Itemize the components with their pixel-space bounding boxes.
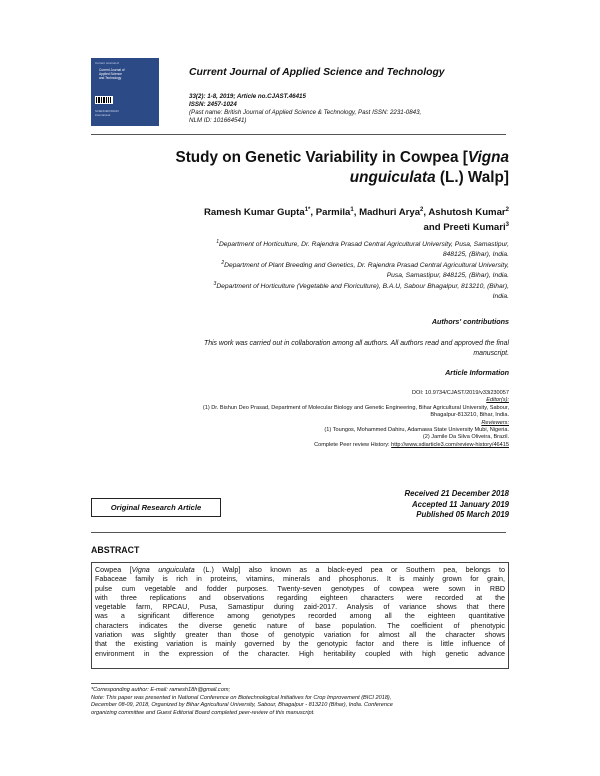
reviewers-label: Reviewers: — [481, 419, 509, 426]
affiliation-sup: 3 — [213, 281, 217, 287]
affiliation-line: Department of Horticulture, Dr. Rajendra Prasad Central Agricultural University, Pusa, Samastipur, — [218, 241, 509, 249]
author-sup: 1* — [304, 207, 311, 213]
cover-header-text: Current Journal of — [95, 61, 120, 65]
editors-label: Editor(s): — [486, 397, 509, 404]
cover-foot-line: international — [95, 112, 111, 117]
affiliation-3 — [214, 280, 509, 301]
history-label: Complete Peer review History: — [314, 441, 392, 448]
contributions-line: manuscript. — [473, 349, 509, 357]
abstract-line: environment in the expression of the character. High heritability coupled with high genetic advance — [95, 649, 505, 658]
volume-info: 33(2): 1-8, 2019; Article no.CJAST.46415 — [189, 93, 306, 100]
contributions-line: This work was carried out in collaboration among all authors. All authors read and approved the final — [203, 340, 509, 347]
author-conjunction: and — [423, 222, 444, 234]
published-date: Published 05 March 2019 — [416, 510, 509, 519]
corresponding-author: *Corresponding author: E-mail: ramesh18h@gmail.com; — [91, 687, 231, 693]
received-date: Received 21 December 2018 — [404, 489, 509, 498]
abstract-line: Cowpea [Vigna unguiculata (L.) Walp] also known as a black-eyed pea or Southern pea, belongs to — [95, 566, 505, 574]
affiliation-line: Department of Horticulture (Vegetable and Floriculture), B.A.U, Sabour Bhagalpur, 813210, (Bihar), — [216, 283, 509, 291]
footnote-divider — [91, 683, 221, 684]
reviewer-line: (1) Toungos, Mohammed Dahiru, Adamawa State University Mubi, Nigeria. — [324, 427, 509, 434]
editor-line: Bhagalpur-813210, Bihar, India. — [430, 412, 509, 419]
title-text: (L.) Walp] — [435, 169, 509, 186]
editor-line: (1) Dr. Bishun Deo Prasad, Department of Molecular Biology and Genetic Engineering, Bihar Agricultural University, Sabour, — [202, 404, 509, 411]
abstract-line: variation was slightly greater than those of genotypic variation for almost all the character shows — [95, 631, 505, 640]
past-name: (Past name: British Journal of Applied Science & Technology, Past ISSN: 2231-0843, — [189, 109, 422, 116]
abstract-line: Fabaceae family is rich in proteins, vitamins, minerals and phosphorus. It is mainly grown for grain, — [95, 575, 505, 584]
title-italic: unguiculata — [349, 169, 436, 186]
author-sup: 3 — [505, 222, 509, 229]
author-name: Ashutosh Kumar — [428, 207, 506, 219]
author-name: Madhuri Arya — [359, 207, 421, 219]
issn: ISSN: 2457-1024 — [189, 101, 237, 108]
cover-title-line: Applied Science — [99, 72, 122, 76]
author-list: Ramesh Kumar Gupta$^{1*}$, Parmila$^1$, Madhuri Arya$^2$, Ashutosh Kumar$^2$ and Preeti Kumari$^3$ — [203, 207, 509, 234]
reviewer-line: (2) Jamile Da Silva Oliveira, Brazil. — [422, 434, 509, 441]
title-italic: Vigna — [467, 149, 509, 166]
abstract-box — [91, 562, 509, 669]
affiliation-line: Pusa, Samastipur, 848125, (Bihar), India. — [386, 271, 509, 279]
journal-meta — [189, 93, 421, 125]
abstract-line: that the existing variation is mainly governed by the genotypic factor and there is little influence of — [95, 640, 505, 649]
cover-title-text — [99, 68, 139, 80]
journal-title: Current Journal of Applied Science and Technology — [189, 67, 445, 78]
cover-publisher-text — [95, 110, 141, 117]
affiliation-1 — [216, 238, 509, 259]
abstract-line: vegetable farm, RPCAU, Pusa, Samastipur during zaid-2017. Analysis of variance shows that there — [95, 603, 505, 612]
cover-foot-line: SCIENCEDOMAIN — [95, 109, 119, 113]
affiliation-line: 848125, (Bihar), India. — [442, 250, 509, 258]
article-info-heading: Article Information — [445, 368, 509, 377]
author-sup: 1 — [350, 207, 354, 213]
affiliation-sup: 1 — [216, 239, 219, 245]
article-dates — [405, 489, 509, 521]
header-divider — [91, 134, 506, 135]
paper-title — [176, 148, 510, 188]
affiliation-line: Department of Plant Breeding and Genetics, Dr. Rajendra Prasad Central Agricultural University, — [224, 262, 509, 270]
abstract-line: characters indicates the diverse genetic nature of base population. The coefficient of phenotypic — [95, 621, 505, 630]
nlm-id: NLM ID: 101664541) — [189, 117, 247, 124]
barcode-icon — [95, 96, 113, 104]
footnote — [91, 687, 393, 717]
cover-title-line: Current Journal of — [99, 68, 125, 72]
footnote-line: Note: This paper was presented in National Conference on Biotechnological Initiatives for Crop Improvement (BICI 2018), — [91, 694, 392, 701]
review-history-link[interactable]: http://www.sdiarticle3.com/review-history/46415 — [391, 441, 509, 448]
affiliation-sup: 2 — [221, 260, 225, 266]
abstract-line: pulse cum vegetable and fodder purposes. Twenty-seven genotypes of cowpea were sown in RBD — [95, 584, 505, 593]
author-sup: 2 — [420, 207, 424, 213]
abstract-line: with three replications and observations regarding eighteen characters were recorded at the — [95, 593, 505, 602]
cover-title-line: and Technology — [99, 76, 122, 80]
abstract-heading: ABSTRACT — [91, 545, 140, 555]
author-sup: 2 — [505, 207, 509, 213]
footnote-line: December 08-09, 2018, Organized by Bihar Agricultural University, Sabour, Bhagalpur - 813210 (Bihar), India. Conference — [91, 702, 393, 709]
doi: DOI: 10.9734/CJAST/2019/v33i230057 — [411, 390, 509, 396]
journal-cover-image — [91, 58, 159, 126]
author-name: Ramesh Kumar Gupta — [203, 207, 305, 219]
abstract-line: was a significant difference among genotypes recorded among all the eighteen quantitative — [95, 612, 505, 621]
title-text: Study on Genetic Variability in Cowpea [ — [175, 149, 468, 166]
accepted-date: Accepted 11 January 2019 — [412, 499, 509, 509]
footnote-line: organizing committee and Guest Editorial Board completed peer-review of this manuscript. — [91, 709, 315, 716]
article-type-box: Original Research Article — [91, 498, 221, 517]
section-divider — [91, 532, 506, 533]
contributions-text — [204, 339, 509, 358]
contributions-heading: Authors' contributions — [431, 317, 509, 326]
article-info — [203, 390, 509, 449]
affiliation-line: India. — [492, 292, 509, 300]
author-name: Parmila — [315, 207, 351, 219]
author-name: Preeti Kumari — [443, 222, 506, 234]
affiliation-2 — [221, 259, 509, 280]
